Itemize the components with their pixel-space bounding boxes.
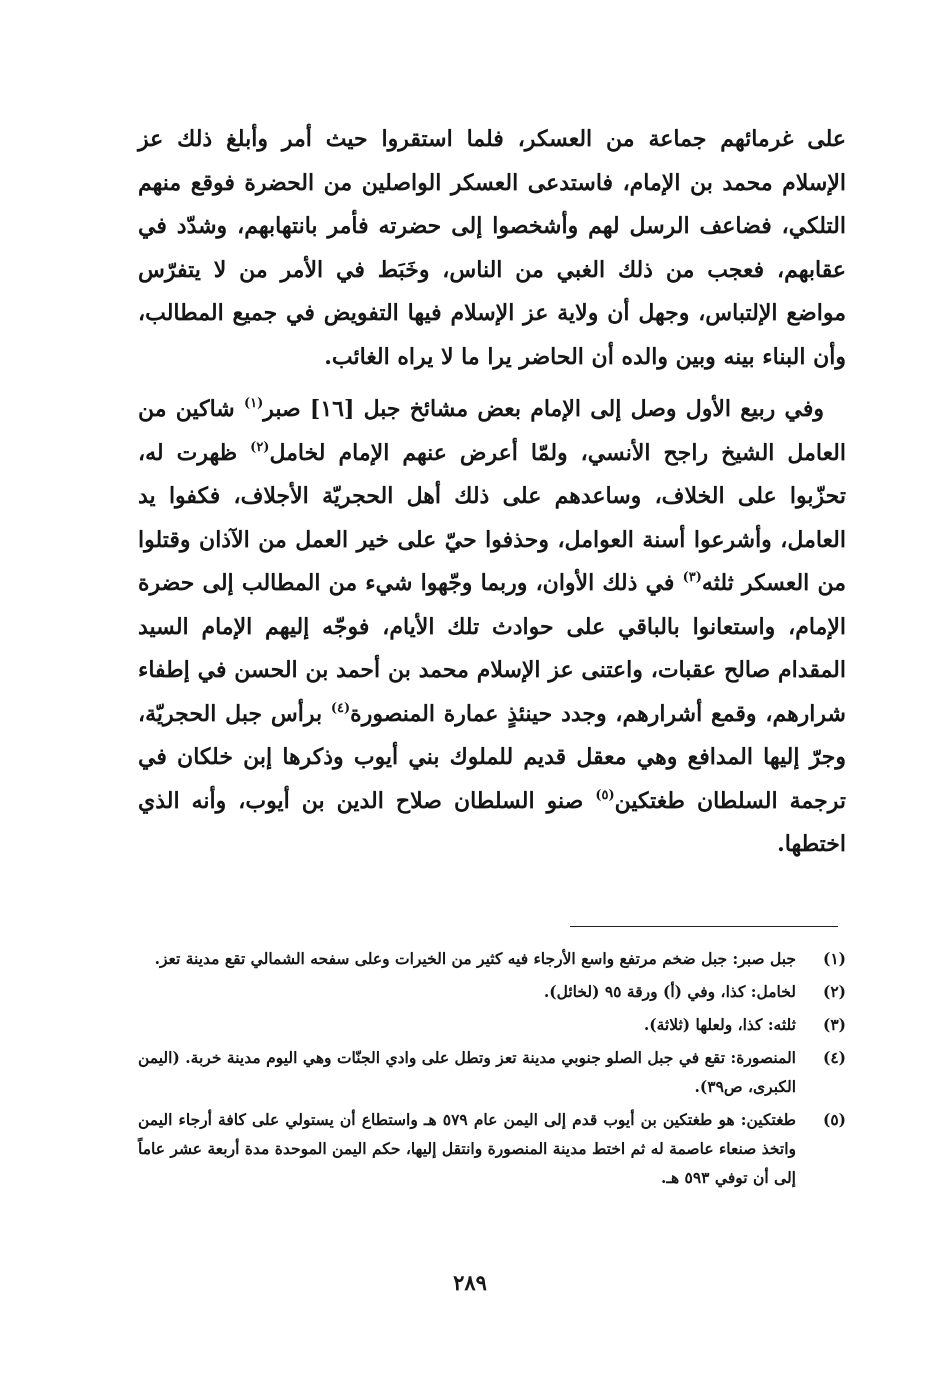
footnote-ref-4: (٤): [330, 700, 351, 716]
footnote-text: المنصورة: تقع في جبل الصلو جنوبي مدينة تعز وتطل على وادي الجنّات وهي اليوم مدينة خربة. (اليمن الكبرى، ص٣٩).: [138, 1048, 796, 1096]
footnote-text: ثلثه: كذا، ولعلها (ثلاثة).: [643, 1015, 796, 1034]
footnote-number: (٢): [822, 982, 846, 1001]
paragraph-2-part-d: في ذلك الأوان، وربما وجّهوا شيء من المطالب إلى حضرة الإمام، واستعانوا بالباقي على حوادث تلك الأيام، فوجّه إليهم الإمام السيد المقدام صالح عقبات، واعتنى عز الإسلام محمد بن أحمد بن الحسن في إطفاء شرارهم، وقمع أشرارهم، وجدد حينئذٍ عمارة المنصورة: [138, 570, 846, 727]
paragraph-2-part-e: برأس جبل الحجريّة، وجرّ إليها المدافع وهي معقل قديم للملوك بني أيوب وذكرها إبن خلكان في ترجمة السلطان طغتكين: [138, 700, 846, 814]
page-number: ٢٨٩: [453, 1270, 487, 1295]
footnote-2: [138, 977, 846, 1006]
footnote-ref-2: (٢): [250, 439, 270, 455]
paragraph-1: على غرمائهم جماعة من العسكر، فلما استقروا حيث أمر وأبلغ ذلك عز الإسلام محمد بن الإمام، فاستدعى العسكر الواصلين من الحضرة فوقع منهم التلكي، فضاعف الرسل لهم وأشخصوا إلى حضرته فأمر بانتهابهم، وشدّد في عقابهم، فعجب من ذلك الغبي من الناس، وخَبَط في الأمر من لا يتفرّس مواضع الإلتباس، وجهل أن ولاية عز الإسلام فيها التفويض في جميع المطالب، وأن البناء بينه وبين والده أن الحاضر يرا ما لا يراه الغائب.: [138, 126, 846, 370]
footnote-ref-1: (١): [243, 396, 264, 411]
footnote-4: [138, 1043, 846, 1101]
paragraph-2-part-f: صنو السلطان صلاح الدين بن أيوب، وأنه الذي اختطها.: [138, 787, 846, 857]
footnote-text: جبل صبر: جبل ضخم مرتفع واسع الأرجاء فيه كثير من الخيرات وعلى سفحه الشمالي تقع مدينة تعز.: [154, 949, 796, 968]
footnote-1: [138, 944, 846, 973]
footnote-5: [138, 1105, 846, 1192]
footnote-ref-3: (٣): [682, 570, 702, 585]
footnote-number: (١): [822, 949, 846, 968]
footnote-text: طغتكين: هو طغتكين بن أيوب قدم إلى اليمن عام ٥٧٩ هـ واستطاع أن يستولي على كافة أرجاء اليمن واتخذ صنعاء عاصمة له ثم اختط مدينة المنصورة وانتقل إليها، حكم اليمن الموحدة مدة أربعة عشر عاماً إلى أن توفي ٥٩٣ هـ.: [138, 1110, 797, 1187]
footnote-3: [138, 1010, 846, 1039]
footnote-ref-5: (٥): [595, 787, 615, 803]
paragraph-2-part-b: شاكين من العامل الشيخ راجح الأنسي، ولمّا أعرض عنهم الإمام لخامل: [138, 396, 846, 466]
footnote-number: (٤): [822, 1048, 846, 1067]
footnote-number: (٥): [822, 1110, 846, 1129]
footnote-number: (٣): [822, 1015, 846, 1034]
paragraph-2-part-a: وفي ربيع الأول وصل إلى الإمام بعض مشائخ جبل [١٦] صبر: [263, 396, 824, 422]
footnote-divider: [570, 926, 838, 927]
paragraph-2-part-c: ظهرت له، تحزّبوا على الخلاف، وساعدهم على ذلك أهل الحجريّة الأجلاف، فكفوا يد العامل، وأشرعوا أسنة العوامل، وحذفوا حيّ على خير العمل من الآذان وقتلوا من العسكر ثلثه: [138, 439, 846, 596]
main-text: [138, 118, 846, 867]
paragraph-2: [138, 388, 846, 867]
footnotes: [138, 944, 846, 1196]
footnote-text: لخامل: كذا، وفي (أ) ورقة ٩٥ (لخائل).: [543, 982, 796, 1001]
